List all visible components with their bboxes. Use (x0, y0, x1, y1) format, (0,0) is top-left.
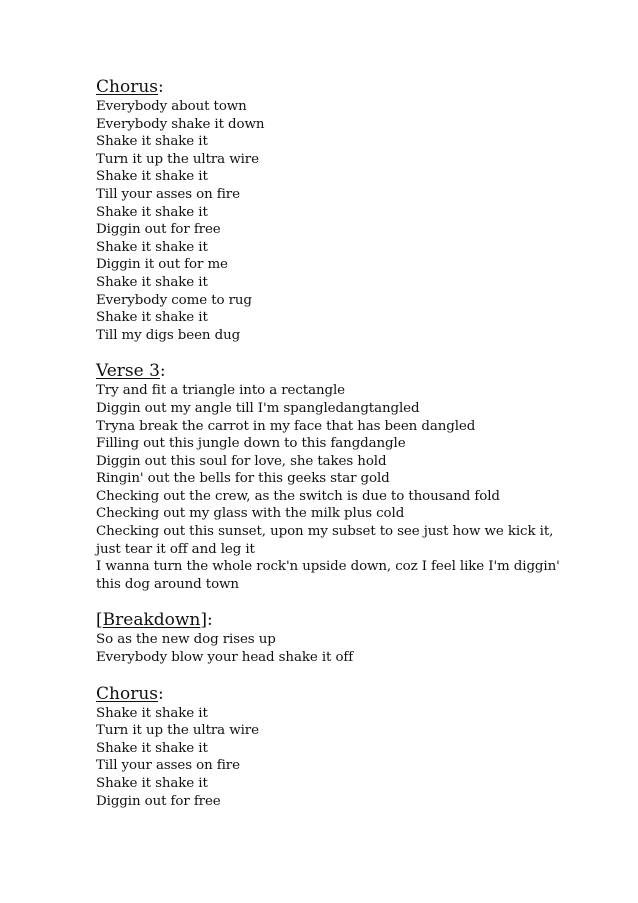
lyric-line: Diggin it out for me (96, 257, 228, 273)
lyrics-section-breakdown (96, 609, 616, 666)
lyric-line: Shake it shake it (96, 134, 208, 150)
heading-text: Verse 3 (96, 361, 160, 382)
lyrics-page (96, 76, 616, 810)
lyric-line: Checking out my glass with the milk plus cold (96, 506, 405, 522)
lyric-line: Everybody come to rug (96, 292, 252, 308)
lyric-line: Diggin out my angle till I'm spangledangtangled (96, 400, 420, 416)
heading-suffix: : (158, 683, 164, 704)
lyric-line: Diggin out for free (96, 793, 221, 809)
lyrics-section-verse-3 (96, 360, 616, 593)
lyric-line: Everybody shake it down (96, 116, 265, 132)
lyric-line: Shake it shake it (96, 239, 208, 255)
heading-suffix: : (158, 77, 164, 97)
lyric-line: Shake it shake it (96, 274, 208, 290)
lyric-line: Turn it up the ultra wire (96, 723, 259, 739)
heading-text: Chorus (96, 77, 158, 97)
section-spacer (96, 593, 616, 609)
lyric-line: Shake it shake it (96, 740, 208, 756)
lyric-line: Try and fit a triangle into a rectangle (96, 383, 345, 399)
lyric-line: I wanna turn the whole rock'n upside down, coz I feel like I'm diggin' (96, 559, 560, 575)
lyric-line: Till your asses on fire (96, 758, 240, 774)
lyric-line: just tear it off and leg it (96, 541, 255, 557)
heading-prefix: [ (96, 610, 103, 631)
lyric-line: Ringin' out the bells for this geeks star gold (96, 471, 390, 487)
lyrics-section-chorus (96, 76, 616, 344)
section-spacer (96, 667, 616, 683)
lyric-line: Shake it shake it (96, 310, 208, 326)
lyric-line: Turn it up the ultra wire (96, 151, 259, 167)
lyric-line: Till your asses on fire (96, 186, 240, 202)
lyric-line: Tryna break the carrot in my face that has been dangled (96, 418, 476, 434)
lyric-line: Till my digs been dug (96, 327, 241, 343)
section-spacer (96, 344, 616, 360)
lyric-line: Shake it shake it (96, 169, 208, 185)
lyric-line: Diggin out this soul for love, she takes hold (96, 453, 387, 469)
heading-suffix: : (159, 361, 166, 382)
lyric-line: Everybody about town (96, 99, 247, 114)
lyric-line: Diggin out for free (96, 222, 221, 238)
lyric-line: this dog around town (96, 576, 239, 592)
lyric-line: Shake it shake it (96, 776, 208, 791)
section-heading (96, 609, 616, 631)
lyric-line: Filling out this jungle down to this fangdangle (96, 436, 406, 452)
lyric-line: Everybody blow your head shake it off (96, 650, 354, 666)
section-heading (96, 76, 616, 98)
lyric-line: Checking out the crew, as the switch is due to thousand fold (96, 488, 500, 504)
section-heading (96, 683, 616, 705)
heading-text: Breakdown (102, 610, 201, 631)
lyric-line: So as the new dog rises up (96, 632, 276, 648)
section-heading (96, 360, 616, 382)
lyrics-section-chorus (96, 683, 616, 811)
heading-suffix: ]: (200, 610, 213, 631)
lyric-line: Shake it shake it (96, 204, 208, 220)
lyric-line: Shake it shake it (96, 705, 208, 721)
heading-text: Chorus (96, 683, 158, 704)
lyric-line: Checking out this sunset, upon my subset to see just how we kick it, (96, 524, 554, 540)
